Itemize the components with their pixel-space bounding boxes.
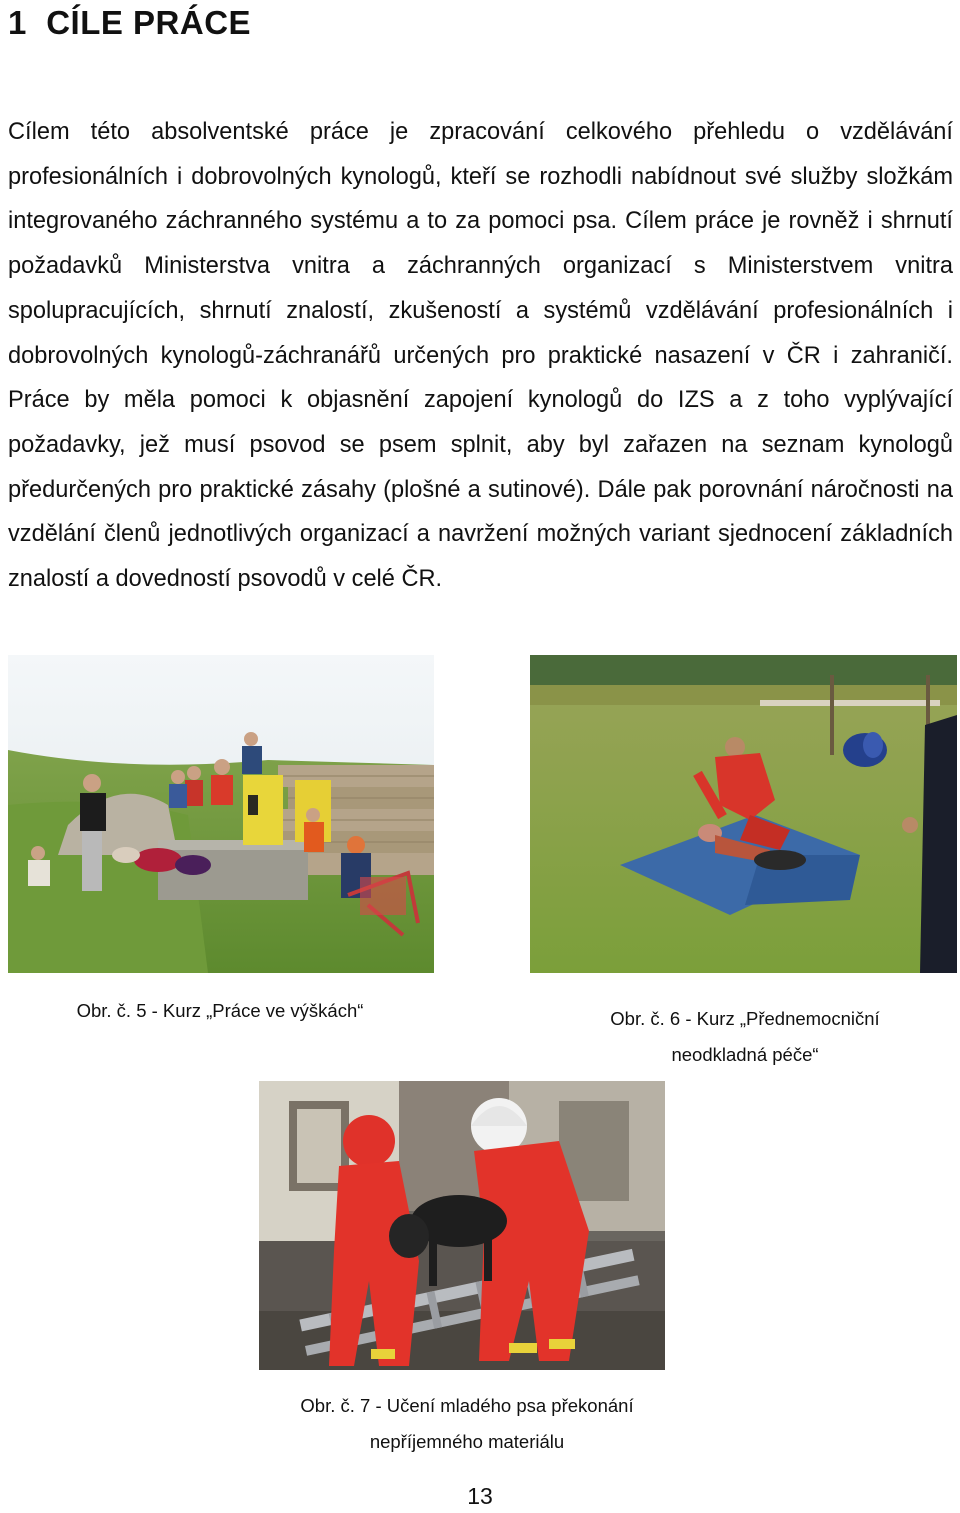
figure-5-caption-line: Obr. č. 5 - Kurz „Práce ve výškách“ xyxy=(76,1000,364,1021)
photo-first-aid-course xyxy=(530,655,957,973)
chapter-title: CÍLE PRÁCE xyxy=(46,4,252,41)
photo-heights-course xyxy=(8,655,434,973)
figure-6-caption-line-2: neodkladná péče“ xyxy=(671,1044,819,1065)
figure-7-caption xyxy=(232,1388,702,1460)
chapter-number: 1 xyxy=(8,4,27,41)
body-paragraph: Cílem této absolventské práce je zpracování celkového přehledu o vzdělávání profesionálních i dobrovolných kynologů, kteří se rozhodli nabídnout své služby složkám integrovaného záchranného systému a to za pomoci psa. Cílem práce je rovněž i shrnutí požadavků Ministerstva vnitra a záchranných organizací s Ministerstvem vnitra spolupracujících, shrnutí znalostí, zkušeností a systémů vzdělávání profesionálních i dobrovolných kynologů-záchranářů určených pro praktické nasazení v ČR i zahraničí. Práce by měla pomoci k objasnění zapojení kynologů do IZS a z toho vyplývající požadavky, jež musí psovod se psem splnit, aby byl zařazen na seznam kynologů předurčených pro praktické zásahy (plošné a sutinové). Dále pak porovnání náročnosti na vzdělání členů jednotlivých organizací a navržení možných variant sjednocení základních znalostí a dovedností psovodů v celé ČR. xyxy=(8,119,953,593)
figure-7-caption-line-2: nepříjemného materiálu xyxy=(369,1431,565,1452)
chapter-heading xyxy=(8,2,251,44)
page-number: 13 xyxy=(467,1483,493,1509)
figure-5-caption xyxy=(20,993,420,1029)
photo-dog-training xyxy=(259,1081,665,1370)
figure-6-caption xyxy=(560,1001,930,1073)
figure-6-caption-line-1: Obr. č. 6 - Kurz „Přednemocniční xyxy=(610,1008,880,1029)
figure-7-caption-line-1: Obr. č. 7 - Učení mladého psa překonání xyxy=(300,1395,634,1416)
